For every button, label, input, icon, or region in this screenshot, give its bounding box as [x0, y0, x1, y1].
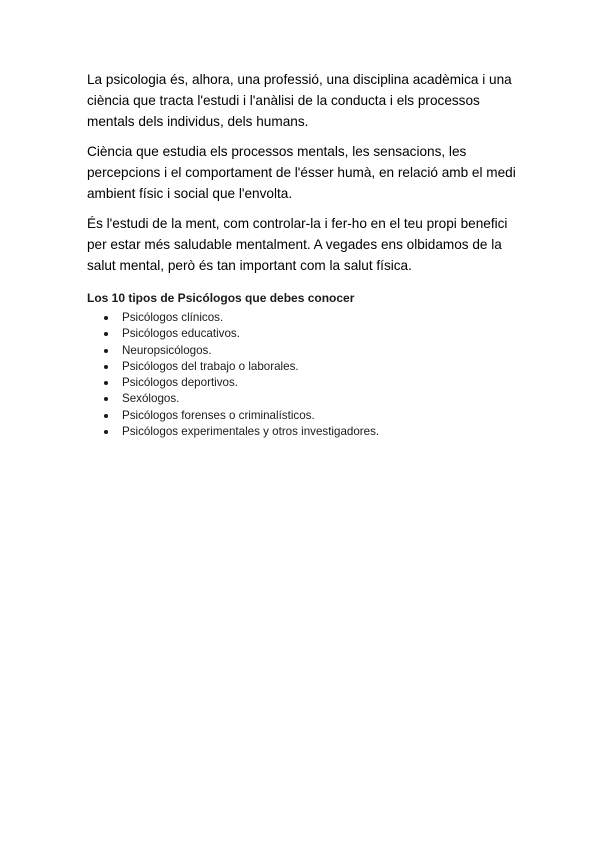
- bullet-icon: [104, 316, 108, 320]
- bullet-list: [87, 310, 527, 440]
- list-item: [87, 310, 527, 326]
- bullet-icon: [104, 397, 108, 401]
- bullet-icon: [104, 430, 108, 434]
- list-item-text: Psicólogos educativos.: [122, 327, 240, 341]
- list-item: [87, 375, 527, 391]
- list-item-text: Sexólogos.: [122, 392, 180, 406]
- list-item: [87, 343, 527, 359]
- bullet-icon: [104, 332, 108, 336]
- list-item-text: Psicólogos deportivos.: [122, 376, 238, 390]
- list-item-text: Psicólogos clínicos.: [122, 311, 224, 324]
- list-item-text: Psicólogos del trabajo o laborales.: [122, 359, 299, 373]
- list-item-text: Psicólogos experimentales y otros investigadores.: [122, 425, 380, 439]
- list-item: [87, 326, 527, 342]
- paragraph-mind: És l'estudi de la ment, com controlar-la i fer-ho en el teu propi benefici per estar més saludable mentalment. A vegades ens olbidamos de la salut mental, però és tan important com la salut física.: [87, 216, 508, 273]
- paragraph-science: Ciència que estudia els processos mentals, les sensacions, les percepcions i el comportament de l'ésser humà, en relació amb el medi ambient físic i social que l'envolta.: [87, 144, 516, 201]
- paragraph-definition: La psicologia és, alhora, una professió, una disciplina acadèmica i una ciència que tracta l'estudi i l'anàlisi de la conducta i els processos mentals dels individus, dels humans.: [87, 72, 512, 129]
- list-item: [87, 424, 527, 440]
- bullet-icon: [104, 381, 108, 385]
- list-item: [87, 359, 527, 375]
- body-text: [87, 69, 527, 285]
- psychologist-types-section: [87, 290, 527, 440]
- bullet-icon: [104, 349, 108, 353]
- list-item-text: Psicólogos forenses o criminalísticos.: [122, 408, 315, 422]
- list-item: [87, 408, 527, 424]
- bullet-icon: [104, 365, 108, 369]
- list-item-text: Neuropsicólogos.: [122, 343, 212, 357]
- list-heading: Los 10 tipos de Psicólogos que debes conocer: [87, 291, 355, 305]
- bullet-icon: [104, 414, 108, 418]
- list-item: [87, 391, 527, 407]
